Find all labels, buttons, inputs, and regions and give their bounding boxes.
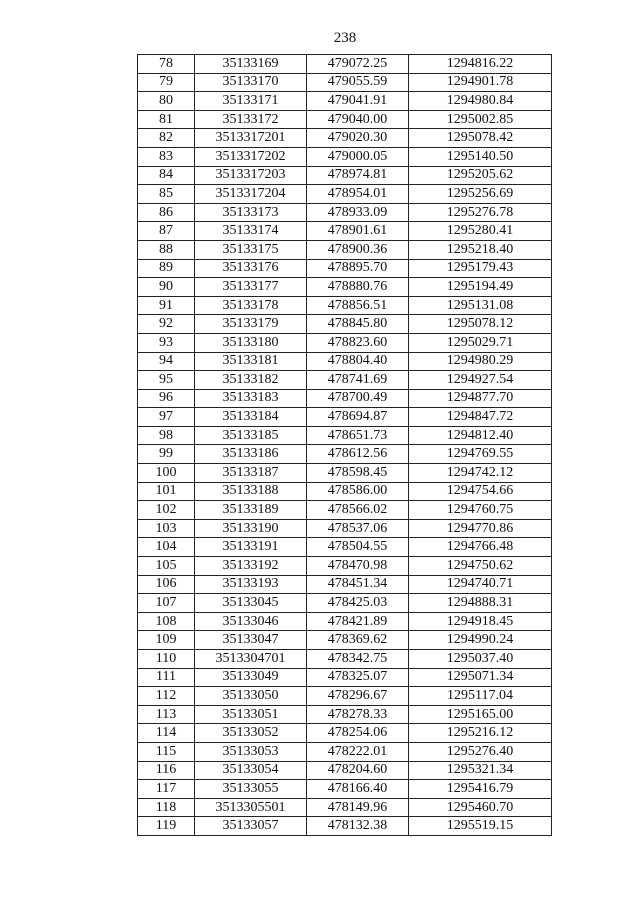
point-id-cell: 35133050 — [195, 687, 307, 706]
y-coordinate-cell: 1294754.66 — [409, 482, 552, 501]
y-coordinate-cell: 1294927.54 — [409, 371, 552, 390]
table-row — [138, 129, 552, 148]
point-id-cell: 35133186 — [195, 445, 307, 464]
x-coordinate-cell: 478741.69 — [307, 371, 409, 390]
y-coordinate-cell: 1294888.31 — [409, 594, 552, 613]
x-coordinate-cell: 478804.40 — [307, 352, 409, 371]
table-row — [138, 575, 552, 594]
table-row — [138, 705, 552, 724]
point-id-cell: 35133183 — [195, 389, 307, 408]
point-number-cell: 99 — [138, 445, 195, 464]
point-number-cell: 109 — [138, 631, 195, 650]
point-number-cell: 101 — [138, 482, 195, 501]
y-coordinate-cell: 1294740.71 — [409, 575, 552, 594]
point-number-cell: 112 — [138, 687, 195, 706]
point-id-cell: 35133188 — [195, 482, 307, 501]
table-row — [138, 742, 552, 761]
x-coordinate-cell: 479041.91 — [307, 92, 409, 111]
table-row — [138, 92, 552, 111]
x-coordinate-cell: 478504.55 — [307, 538, 409, 557]
point-id-cell: 3513317204 — [195, 185, 307, 204]
x-coordinate-cell: 478278.33 — [307, 705, 409, 724]
point-id-cell: 35133176 — [195, 259, 307, 278]
table-row — [138, 594, 552, 613]
table-row — [138, 482, 552, 501]
point-id-cell: 35133170 — [195, 73, 307, 92]
y-coordinate-cell: 1295276.40 — [409, 742, 552, 761]
x-coordinate-cell: 479000.05 — [307, 147, 409, 166]
table-row — [138, 798, 552, 817]
y-coordinate-cell: 1295280.41 — [409, 222, 552, 241]
point-id-cell: 3513305501 — [195, 798, 307, 817]
point-id-cell: 35133047 — [195, 631, 307, 650]
point-number-cell: 82 — [138, 129, 195, 148]
y-coordinate-cell: 1295071.34 — [409, 668, 552, 687]
x-coordinate-cell: 478612.56 — [307, 445, 409, 464]
table-row — [138, 464, 552, 483]
point-id-cell: 35133171 — [195, 92, 307, 111]
table-row — [138, 501, 552, 520]
y-coordinate-cell: 1294750.62 — [409, 557, 552, 576]
point-id-cell: 35133169 — [195, 55, 307, 74]
table-row — [138, 519, 552, 538]
point-id-cell: 35133178 — [195, 296, 307, 315]
point-number-cell: 95 — [138, 371, 195, 390]
point-id-cell: 35133193 — [195, 575, 307, 594]
x-coordinate-cell: 478421.89 — [307, 612, 409, 631]
point-id-cell: 35133045 — [195, 594, 307, 613]
point-number-cell: 79 — [138, 73, 195, 92]
table-row — [138, 222, 552, 241]
table-row — [138, 687, 552, 706]
x-coordinate-cell: 478222.01 — [307, 742, 409, 761]
y-coordinate-cell: 1295037.40 — [409, 650, 552, 669]
point-id-cell: 35133177 — [195, 278, 307, 297]
point-id-cell: 3513317202 — [195, 147, 307, 166]
point-number-cell: 117 — [138, 780, 195, 799]
x-coordinate-cell: 478880.76 — [307, 278, 409, 297]
table-row — [138, 631, 552, 650]
x-coordinate-cell: 478651.73 — [307, 426, 409, 445]
point-number-cell: 104 — [138, 538, 195, 557]
y-coordinate-cell: 1295216.12 — [409, 724, 552, 743]
x-coordinate-cell: 478425.03 — [307, 594, 409, 613]
table-row — [138, 408, 552, 427]
table-row — [138, 817, 552, 836]
y-coordinate-cell: 1294816.22 — [409, 55, 552, 74]
point-id-cell: 3513317203 — [195, 166, 307, 185]
table-row — [138, 612, 552, 631]
y-coordinate-cell: 1295276.78 — [409, 203, 552, 222]
x-coordinate-cell: 478598.45 — [307, 464, 409, 483]
point-number-cell: 111 — [138, 668, 195, 687]
point-id-cell: 35133187 — [195, 464, 307, 483]
x-coordinate-cell: 478342.75 — [307, 650, 409, 669]
point-id-cell: 35133172 — [195, 110, 307, 129]
table-row — [138, 315, 552, 334]
table-row — [138, 724, 552, 743]
x-coordinate-cell: 478451.34 — [307, 575, 409, 594]
y-coordinate-cell: 1295002.85 — [409, 110, 552, 129]
table-row — [138, 259, 552, 278]
point-number-cell: 86 — [138, 203, 195, 222]
point-id-cell: 35133055 — [195, 780, 307, 799]
x-coordinate-cell: 478954.01 — [307, 185, 409, 204]
x-coordinate-cell: 478895.70 — [307, 259, 409, 278]
x-coordinate-cell: 478823.60 — [307, 333, 409, 352]
y-coordinate-cell: 1294769.55 — [409, 445, 552, 464]
y-coordinate-cell: 1295256.69 — [409, 185, 552, 204]
point-number-cell: 98 — [138, 426, 195, 445]
x-coordinate-cell: 478369.62 — [307, 631, 409, 650]
x-coordinate-cell: 478166.40 — [307, 780, 409, 799]
table-row — [138, 780, 552, 799]
point-id-cell: 35133182 — [195, 371, 307, 390]
y-coordinate-cell: 1295140.50 — [409, 147, 552, 166]
point-id-cell: 35133053 — [195, 742, 307, 761]
x-coordinate-cell: 479055.59 — [307, 73, 409, 92]
x-coordinate-cell: 478694.87 — [307, 408, 409, 427]
x-coordinate-cell: 478901.61 — [307, 222, 409, 241]
page-number: 238 — [333, 30, 357, 46]
x-coordinate-cell: 478700.49 — [307, 389, 409, 408]
point-id-cell: 3513317201 — [195, 129, 307, 148]
point-number-cell: 89 — [138, 259, 195, 278]
point-id-cell: 35133054 — [195, 761, 307, 780]
point-id-cell: 35133051 — [195, 705, 307, 724]
point-number-cell: 118 — [138, 798, 195, 817]
table-row — [138, 445, 552, 464]
table-row — [138, 166, 552, 185]
y-coordinate-cell: 1294742.12 — [409, 464, 552, 483]
point-number-cell: 103 — [138, 519, 195, 538]
y-coordinate-cell: 1295519.15 — [409, 817, 552, 836]
y-coordinate-cell: 1294980.29 — [409, 352, 552, 371]
table-row — [138, 203, 552, 222]
coordinates-table — [137, 54, 552, 836]
point-id-cell: 35133185 — [195, 426, 307, 445]
table-row — [138, 73, 552, 92]
point-number-cell: 92 — [138, 315, 195, 334]
y-coordinate-cell: 1294990.24 — [409, 631, 552, 650]
y-coordinate-cell: 1294901.78 — [409, 73, 552, 92]
y-coordinate-cell: 1294847.72 — [409, 408, 552, 427]
y-coordinate-cell: 1295131.08 — [409, 296, 552, 315]
point-number-cell: 97 — [138, 408, 195, 427]
y-coordinate-cell: 1295416.79 — [409, 780, 552, 799]
table-row — [138, 426, 552, 445]
point-id-cell: 35133192 — [195, 557, 307, 576]
y-coordinate-cell: 1295117.04 — [409, 687, 552, 706]
table-row — [138, 371, 552, 390]
point-number-cell: 91 — [138, 296, 195, 315]
x-coordinate-cell: 478204.60 — [307, 761, 409, 780]
point-number-cell: 80 — [138, 92, 195, 111]
table-row — [138, 185, 552, 204]
point-id-cell: 35133057 — [195, 817, 307, 836]
point-id-cell: 35133180 — [195, 333, 307, 352]
y-coordinate-cell: 1295218.40 — [409, 240, 552, 259]
point-number-cell: 87 — [138, 222, 195, 241]
point-id-cell: 35133052 — [195, 724, 307, 743]
y-coordinate-cell: 1295078.12 — [409, 315, 552, 334]
y-coordinate-cell: 1295321.34 — [409, 761, 552, 780]
point-number-cell: 83 — [138, 147, 195, 166]
x-coordinate-cell: 478974.81 — [307, 166, 409, 185]
y-coordinate-cell: 1294918.45 — [409, 612, 552, 631]
point-number-cell: 78 — [138, 55, 195, 74]
x-coordinate-cell: 478845.80 — [307, 315, 409, 334]
point-number-cell: 94 — [138, 352, 195, 371]
table-row — [138, 110, 552, 129]
y-coordinate-cell: 1294812.40 — [409, 426, 552, 445]
point-id-cell: 35133191 — [195, 538, 307, 557]
x-coordinate-cell: 478900.36 — [307, 240, 409, 259]
y-coordinate-cell: 1295205.62 — [409, 166, 552, 185]
point-number-cell: 84 — [138, 166, 195, 185]
table-row — [138, 333, 552, 352]
point-number-cell: 81 — [138, 110, 195, 129]
table-row — [138, 147, 552, 166]
point-id-cell: 35133175 — [195, 240, 307, 259]
table-row — [138, 557, 552, 576]
point-number-cell: 119 — [138, 817, 195, 836]
y-coordinate-cell: 1295029.71 — [409, 333, 552, 352]
table-row — [138, 538, 552, 557]
x-coordinate-cell: 478254.06 — [307, 724, 409, 743]
x-coordinate-cell: 479072.25 — [307, 55, 409, 74]
point-id-cell: 35133049 — [195, 668, 307, 687]
x-coordinate-cell: 478149.96 — [307, 798, 409, 817]
point-id-cell: 35133190 — [195, 519, 307, 538]
point-number-cell: 90 — [138, 278, 195, 297]
x-coordinate-cell: 478933.09 — [307, 203, 409, 222]
table-row — [138, 55, 552, 74]
table-row — [138, 296, 552, 315]
point-id-cell: 35133174 — [195, 222, 307, 241]
table-row — [138, 278, 552, 297]
x-coordinate-cell: 478586.00 — [307, 482, 409, 501]
table-row — [138, 352, 552, 371]
point-number-cell: 102 — [138, 501, 195, 520]
point-id-cell: 3513304701 — [195, 650, 307, 669]
point-number-cell: 105 — [138, 557, 195, 576]
point-number-cell: 96 — [138, 389, 195, 408]
x-coordinate-cell: 478325.07 — [307, 668, 409, 687]
point-number-cell: 85 — [138, 185, 195, 204]
y-coordinate-cell: 1294877.70 — [409, 389, 552, 408]
table-row — [138, 761, 552, 780]
y-coordinate-cell: 1295460.70 — [409, 798, 552, 817]
point-number-cell: 113 — [138, 705, 195, 724]
y-coordinate-cell: 1295179.43 — [409, 259, 552, 278]
point-number-cell: 88 — [138, 240, 195, 259]
y-coordinate-cell: 1295194.49 — [409, 278, 552, 297]
table-row — [138, 668, 552, 687]
x-coordinate-cell: 478296.67 — [307, 687, 409, 706]
point-number-cell: 115 — [138, 742, 195, 761]
point-id-cell: 35133181 — [195, 352, 307, 371]
table-body — [138, 55, 552, 836]
y-coordinate-cell: 1294766.48 — [409, 538, 552, 557]
point-id-cell: 35133173 — [195, 203, 307, 222]
x-coordinate-cell: 478566.02 — [307, 501, 409, 520]
y-coordinate-cell: 1294760.75 — [409, 501, 552, 520]
table-row — [138, 389, 552, 408]
point-number-cell: 107 — [138, 594, 195, 613]
point-number-cell: 110 — [138, 650, 195, 669]
x-coordinate-cell: 479020.30 — [307, 129, 409, 148]
point-id-cell: 35133046 — [195, 612, 307, 631]
y-coordinate-cell: 1295078.42 — [409, 129, 552, 148]
table-row — [138, 240, 552, 259]
point-number-cell: 106 — [138, 575, 195, 594]
x-coordinate-cell: 479040.00 — [307, 110, 409, 129]
table-row — [138, 650, 552, 669]
y-coordinate-cell: 1294980.84 — [409, 92, 552, 111]
point-number-cell: 114 — [138, 724, 195, 743]
point-id-cell: 35133184 — [195, 408, 307, 427]
point-id-cell: 35133179 — [195, 315, 307, 334]
point-number-cell: 100 — [138, 464, 195, 483]
point-id-cell: 35133189 — [195, 501, 307, 520]
x-coordinate-cell: 478470.98 — [307, 557, 409, 576]
y-coordinate-cell: 1295165.00 — [409, 705, 552, 724]
point-number-cell: 93 — [138, 333, 195, 352]
x-coordinate-cell: 478132.38 — [307, 817, 409, 836]
point-number-cell: 116 — [138, 761, 195, 780]
y-coordinate-cell: 1294770.86 — [409, 519, 552, 538]
point-number-cell: 108 — [138, 612, 195, 631]
x-coordinate-cell: 478537.06 — [307, 519, 409, 538]
x-coordinate-cell: 478856.51 — [307, 296, 409, 315]
